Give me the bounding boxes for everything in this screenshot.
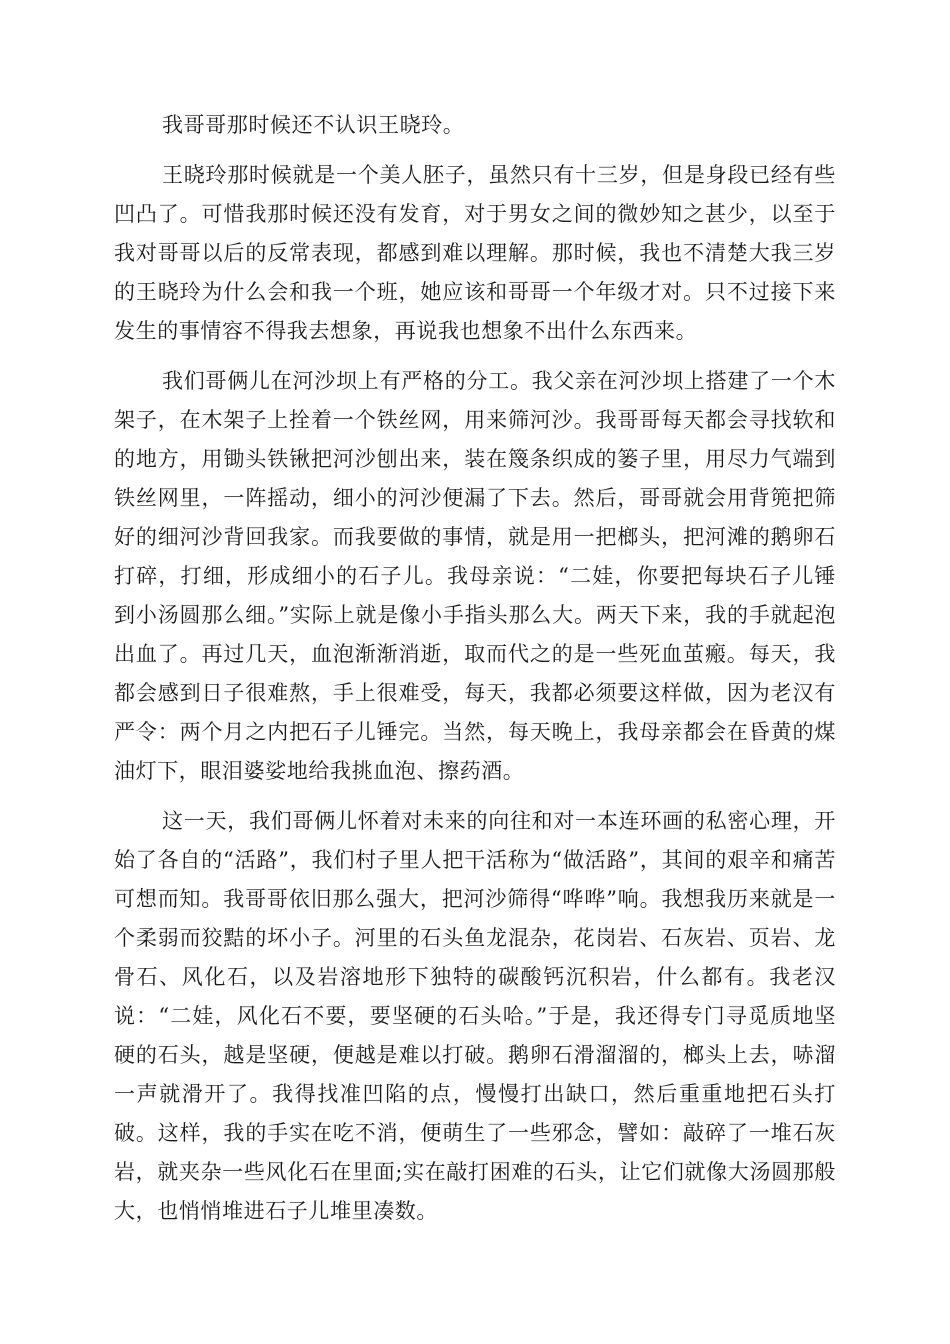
- document-body: [114, 106, 836, 1231]
- paragraph-4: 这一天，我们哥俩儿怀着对未来的向往和对一本连环画的私密心理，开始了各自的“活路”，我们村子里人把干活称为“做活路”，其间的艰辛和痛苦可想而知。我哥哥依旧那么强大，把河沙筛得“哗哗”响。我想我历来就是一个柔弱而狡黠的坏小子。河里的石头鱼龙混杂，花岗岩、石灰岩、页岩、龙骨石、风化石，以及岩溶地形下独特的碳酸钙沉积岩，什么都有。我老汉说：“二娃，风化石不要，要坚硬的石头哈。”于是，我还得专门寻觅质地坚硬的石头，越是坚硬，便越是难以打破。鹅卵石滑溜溜的，榔头上去，哧溜一声就滑开了。我得找准凹陷的点，慢慢打出缺口，然后重重地把石头打破。这样，我的手实在吃不消，便萌生了一些邪念，譬如：敲碎了一堆石灰岩，就夹杂一些风化石在里面;实在敲打困难的石头，让它们就像大汤圆那般大，也悄悄堆进石子儿堆里凑数。: [114, 809, 836, 1223]
- paragraph-1: 我哥哥那时候还不认识王晓玲。: [162, 113, 465, 137]
- paragraph-2: 王晓玲那时候就是一个美人胚子，虽然只有十三岁，但是身段已经有些凹凸了。可惜我那时候还没有发育，对于男女之间的微妙知之甚少，以至于我对哥哥以后的反常表现，都感到难以理解。那时候，我也不清楚大我三岁的王晓玲为什么会和我一个班，她应该和哥哥一个年级才对。只不过接下来发生的事情容不得我去想象，再说我也想象不出什么东西来。: [114, 163, 836, 343]
- paragraph-3: 我们哥俩儿在河沙坝上有严格的分工。我父亲在河沙坝上搭建了一个木架子，在木架子上拴着一个铁丝网，用来筛河沙。我哥哥每天都会寻找软和的地方，用锄头铁锹把河沙刨出来，装在篾条织成的篓子里，用尽力气端到铁丝网里，一阵摇动，细小的河沙便漏了下去。然后，哥哥就会用背篼把筛好的细河沙背回我家。而我要做的事情，就是用一把榔头，把河滩的鹅卵石打碎，打细，形成细小的石子儿。我母亲说：“二娃，你要把每块石子儿锤到小汤圆那么细。”实际上就是像小手指头那么大。两天下来，我的手就起泡出血了。再过几天，血泡渐渐消逝，取而代之的是一些死血茧瘢。每天，我都会感到日子很难熬，手上很难受，每天，我都必须要这样做，因为老汉有严令：两个月之内把石子儿锤完。当然，每天晚上，我母亲都会在昏黄的煤油灯下，眼泪婆娑地给我挑血泡、擦药酒。: [114, 369, 836, 783]
